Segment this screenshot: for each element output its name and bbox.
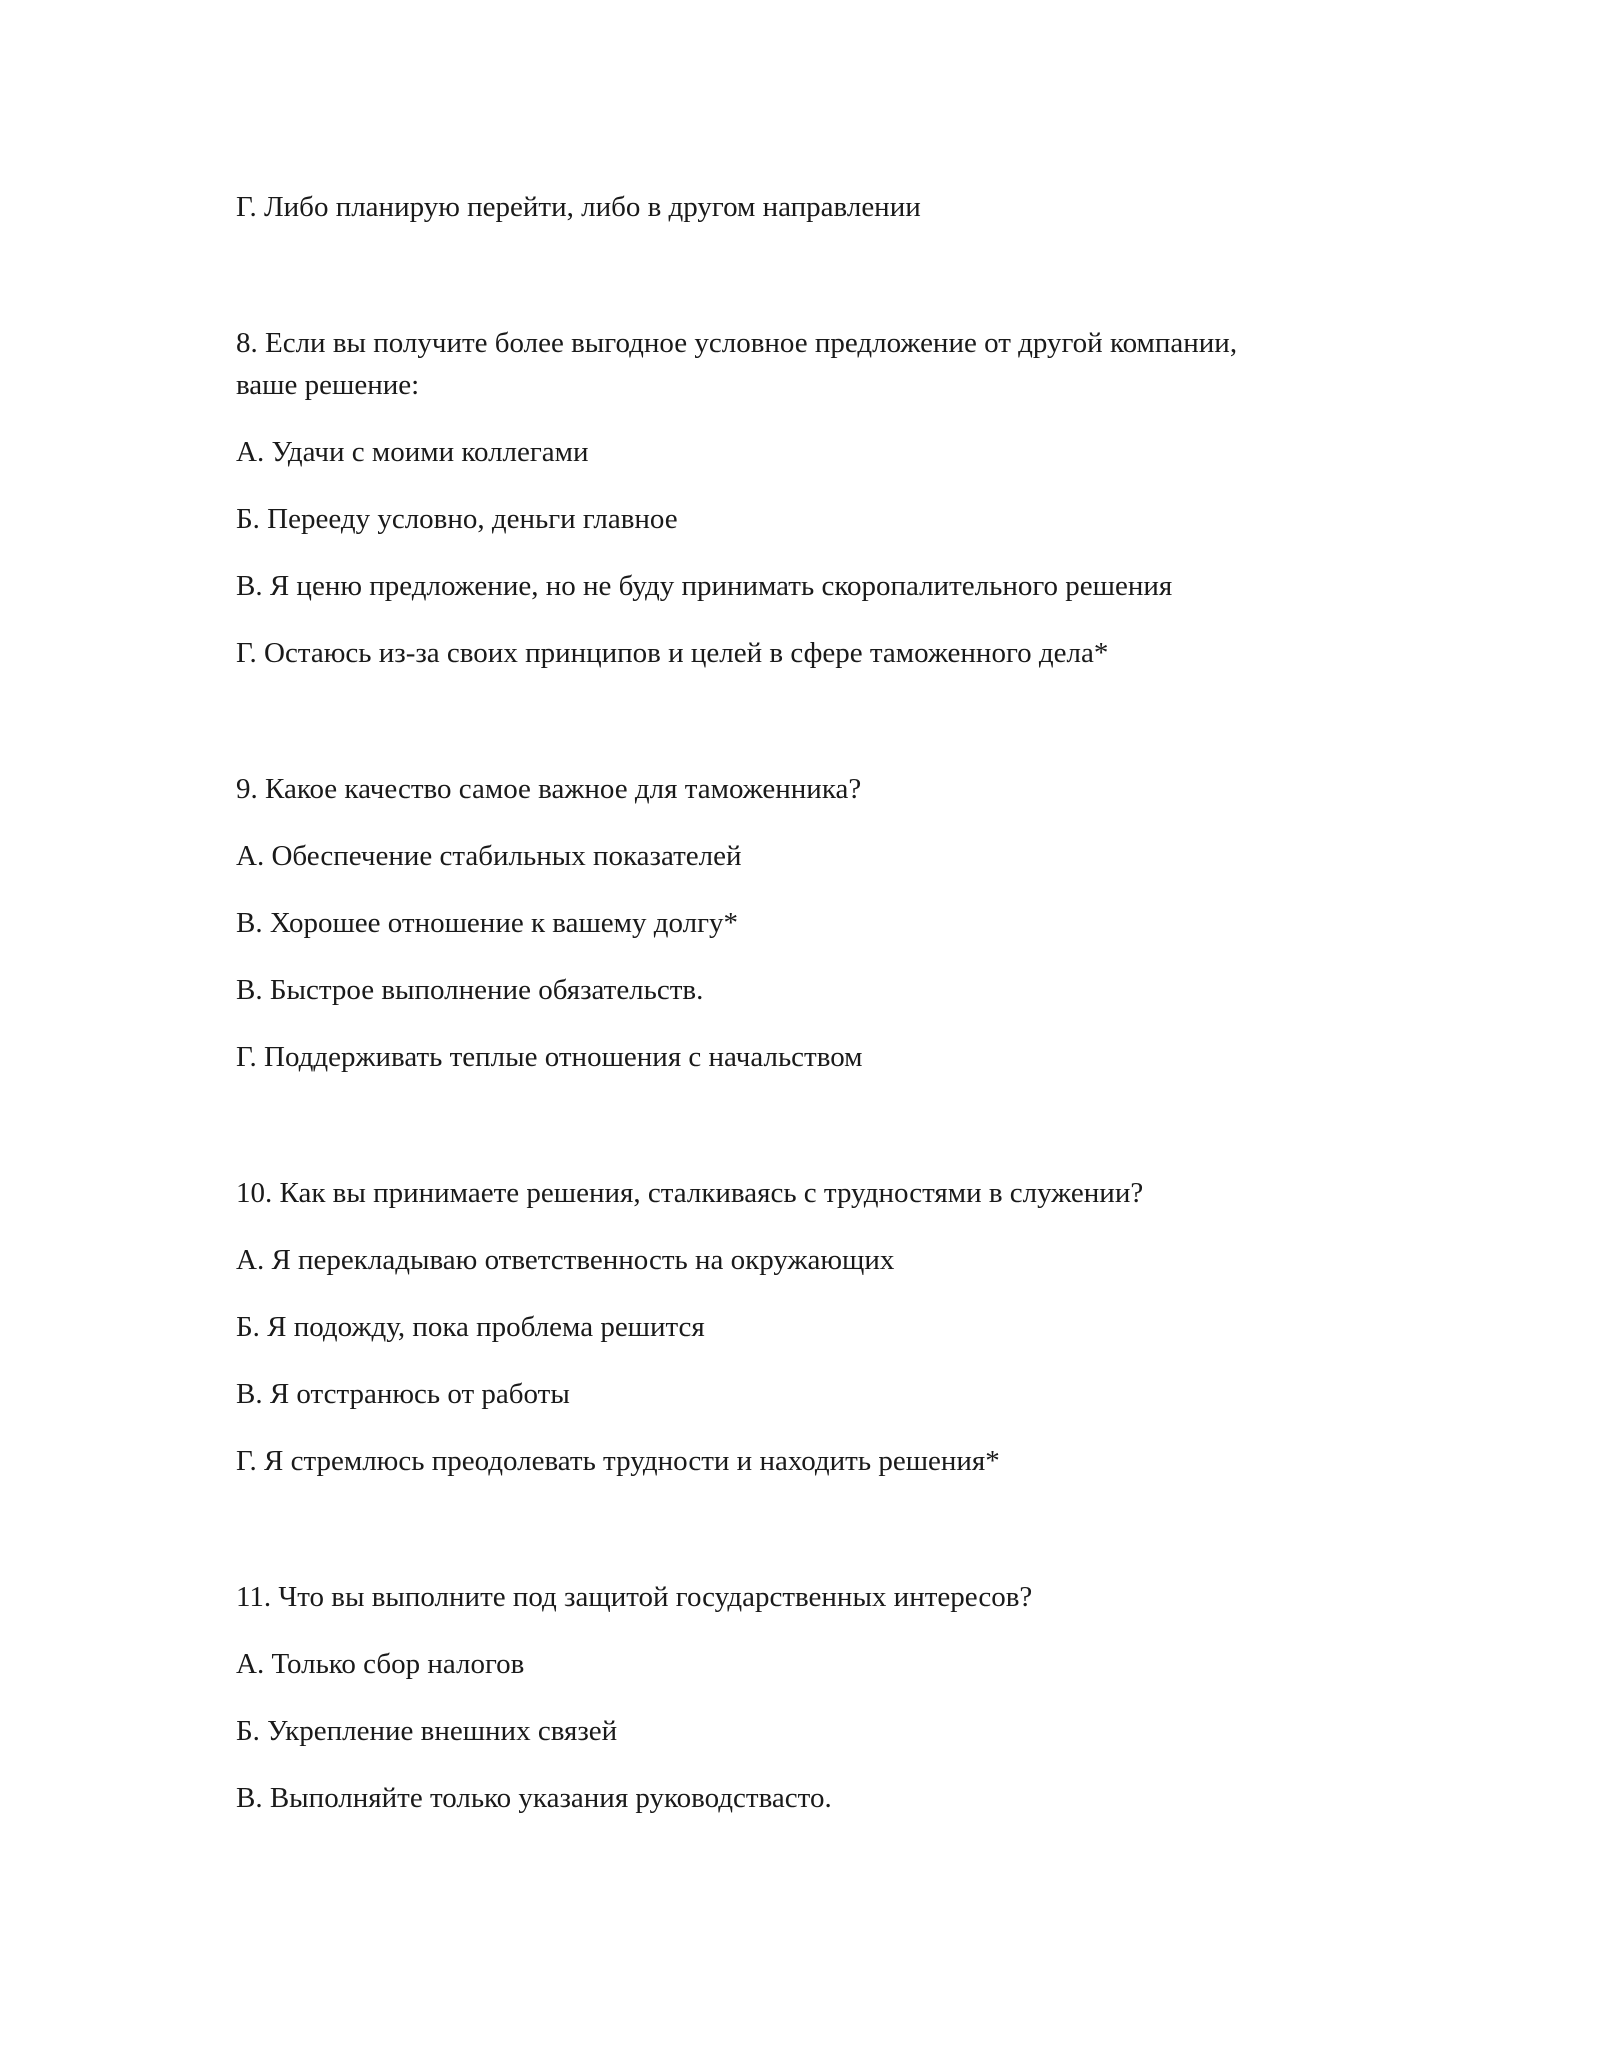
option-item: В. Хорошее отношение к вашему долгу* (236, 907, 739, 939)
question-block (236, 1576, 1396, 1819)
question-block (236, 322, 1396, 674)
option-item: А. Обеспечение стабильных показателей (236, 840, 742, 872)
option-item: В. Быстрое выполнение обязательств. (236, 974, 704, 1006)
option-item: В. Я отстранюсь от работы (236, 1378, 570, 1410)
option-item: В. Я ценю предложение, но не буду принимать скоропалительного решения (236, 570, 1173, 602)
option-item: Г. Остаюсь из-за своих принципов и целей в сфере таможенного дела* (236, 637, 1109, 669)
question-text-continued: ваше решение: (236, 369, 420, 401)
option-item: В. Выполняйте только указания руководстваcто. (236, 1782, 832, 1814)
question-text: 9. Какое качество самое важное для таможенника? (236, 773, 862, 805)
question-block (236, 1172, 1396, 1482)
option-item: Б. Перееду условно, деньги главное (236, 503, 678, 535)
question-block (236, 768, 1396, 1078)
option-item: Г. Я стремлюсь преодолевать трудности и находить решения* (236, 1445, 1000, 1477)
question-text: 10. Как вы принимаете решения, сталкиваясь с трудностями в служении? (236, 1177, 1144, 1209)
option-item: А. Только сбор налогов (236, 1648, 525, 1680)
question-text: 11. Что вы выполните под защитой государственных интересов? (236, 1581, 1033, 1613)
option-item: Г. Либо планирую перейти, либо в другом направлении (236, 191, 921, 223)
option-item: Б. Укрепление внешних связей (236, 1715, 618, 1747)
option-item: Б. Я подожду, пока проблема решится (236, 1311, 705, 1343)
option-item: А. Удачи с моими коллегами (236, 436, 589, 468)
option-item: Г. Поддерживать теплые отношения с начальством (236, 1041, 863, 1073)
question-text: 8. Если вы получите более выгодное условное предложение от другой компании, (236, 327, 1238, 359)
document-body (236, 186, 1396, 1819)
option-item: А. Я перекладываю ответственность на окружающих (236, 1244, 895, 1276)
